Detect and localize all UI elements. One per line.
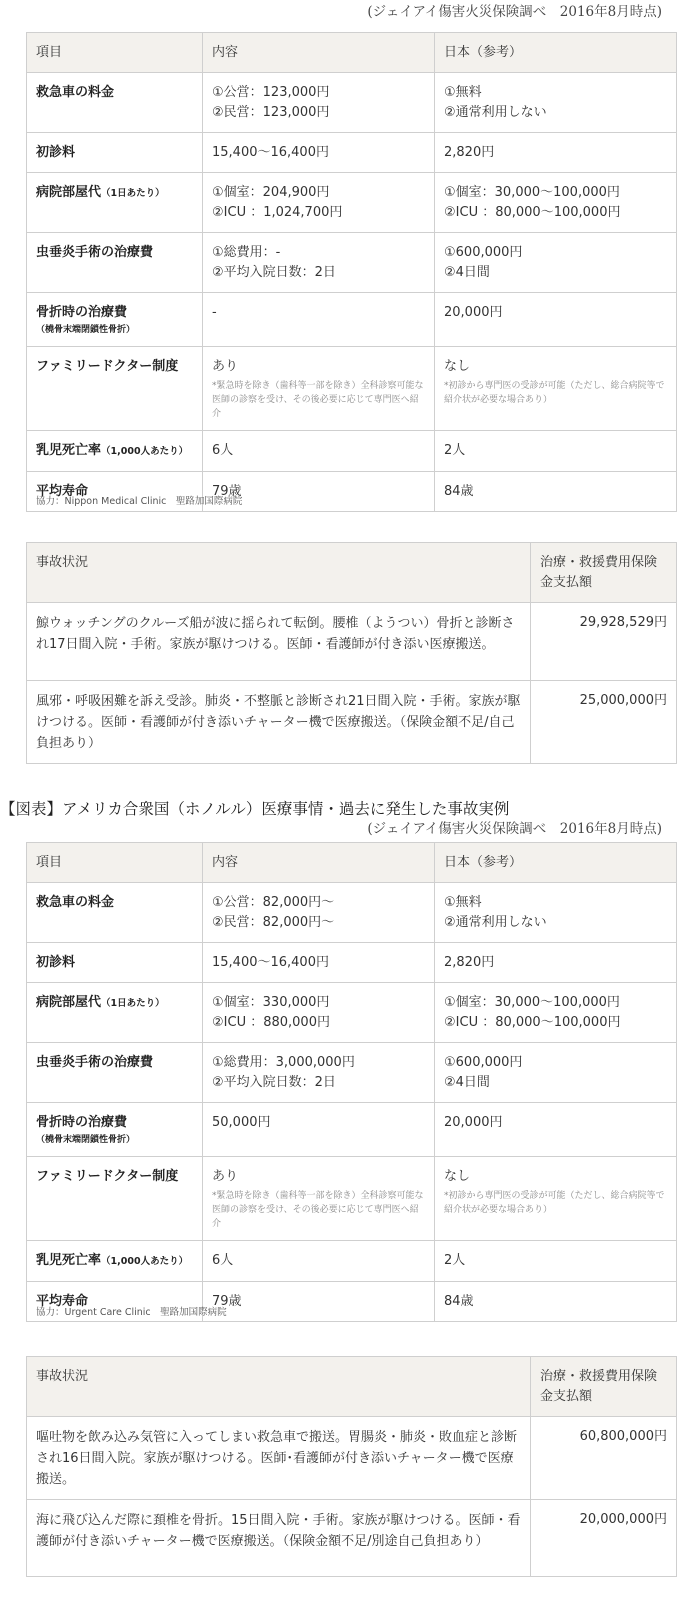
table-row — [27, 943, 677, 983]
row-japan-value: 2人 — [435, 431, 677, 472]
medical-comparison-table — [26, 32, 677, 512]
source-note: (ジェイアイ傷害火災保険調べ 2016年8月時点) — [367, 4, 662, 20]
row-japan-value: 84歳 — [435, 472, 677, 512]
table-row — [27, 233, 677, 293]
row-japan-value: 84歳 — [435, 1282, 677, 1322]
footnote: *緊急時を除き（歯科等一部を除き）全科診察可能な医師の診察を受け、その後必要に応じて専門医へ紹介 — [212, 381, 424, 419]
row-japan-value: なし *初診から専門医の受診が可能（ただし、総合病院等で紹介状が必要な場合あり） — [435, 1157, 677, 1241]
footnote: *初診から専門医の受診が可能（ただし、総合病院等で紹介状が必要な場合あり） — [444, 1191, 665, 1215]
row-local-value: 79歳 — [203, 1282, 435, 1322]
row-japan-value: 2人 — [435, 1241, 677, 1282]
page-title: 【図表】アメリカ合衆国（ホノルル）医療事情・過去に発生した事故実例 — [0, 800, 510, 818]
row-label: 骨折時の治療費 （橈骨末端閉鎖性骨折） — [27, 293, 203, 347]
row-local-value: 6人 — [203, 431, 435, 472]
table-row — [27, 173, 677, 233]
row-japan-value: ①個室：30,000〜100,000円 ②ICU ：80,000〜100,000円 — [435, 983, 677, 1043]
table-row — [27, 681, 677, 764]
row-local-value: あり *緊急時を除き（歯科等一部を除き）全科診察可能な医師の診察を受け、その後必要に応じて専門医へ紹介 — [203, 1157, 435, 1241]
table-row — [27, 431, 677, 472]
row-local-value: ①総費用：- ②平均入院日数：2日 — [203, 233, 435, 293]
header-japan: 日本（参考） — [435, 33, 677, 73]
row-label: 病院部屋代（1日あたり） — [27, 173, 203, 233]
table-row — [27, 1241, 677, 1282]
accident-table — [26, 542, 677, 764]
table-row — [27, 883, 677, 943]
row-label: ファミリードクター制度 — [27, 1157, 203, 1241]
row-label: 病院部屋代（1日あたり） — [27, 983, 203, 1043]
cooperation-note: 協力：Urgent Care Clinic 聖路加国際病院 — [36, 1307, 227, 1318]
table-header-row — [27, 33, 677, 73]
accident-amount: 60,800,000円 — [531, 1417, 677, 1500]
row-label: 平均寿命 — [27, 472, 203, 512]
medical-comparison-table — [26, 842, 677, 1322]
header-content: 内容 — [203, 843, 435, 883]
row-japan-value: 2,820円 — [435, 133, 677, 173]
row-local-value: 50,000円 — [203, 1103, 435, 1157]
accident-description: 風邪・呼吸困難を訴え受診。肺炎・不整脈と診断され21日間入院・手術。家族が駆けつける。医師・看護師が付き添いチャーター機で医療搬送。（保険金額不足/自己負担あり） — [27, 681, 531, 764]
accident-description: 海に飛び込んだ際に頚椎を骨折。15日間入院・手術。家族が駆けつける。医師・看護師が付き添いチャーター機で医療搬送。（保険金額不足/別途自己負担あり） — [27, 1500, 531, 1577]
table-row — [27, 1157, 677, 1241]
row-label: 救急車の料金 — [27, 883, 203, 943]
table-header-row — [27, 543, 677, 603]
accident-description: 鯨ウォッチングのクルーズ船が波に揺られて転倒。腰椎（ようつい）骨折と診断され17日間入院・手術。家族が駆けつける。医師・看護師が付き添い医療搬送。 — [27, 603, 531, 681]
row-label: 救急車の料金 — [27, 73, 203, 133]
row-label: ファミリードクター制度 — [27, 347, 203, 431]
accident-amount: 29,928,529円 — [531, 603, 677, 681]
table-row — [27, 133, 677, 173]
footnote: *初診から専門医の受診が可能（ただし、総合病院等で紹介状が必要な場合あり） — [444, 381, 665, 405]
table-row — [27, 73, 677, 133]
row-local-value: ①公営：82,000円〜 ②民営：82,000円〜 — [203, 883, 435, 943]
row-japan-value: ①無料 ②通常利用しない — [435, 883, 677, 943]
row-label: 乳児死亡率（1,000人あたり） — [27, 1241, 203, 1282]
header-accident: 事故状況 — [27, 1357, 531, 1417]
row-japan-value: 2,820円 — [435, 943, 677, 983]
row-local-value: 6人 — [203, 1241, 435, 1282]
cooperation-note: 協力：Nippon Medical Clinic 聖路加国際病院 — [36, 496, 243, 507]
header-content: 内容 — [203, 33, 435, 73]
row-local-value: あり *緊急時を除き（歯科等一部を除き）全科診察可能な医師の診察を受け、その後必要に応じて専門医へ紹介 — [203, 347, 435, 431]
row-local-value: ①個室：330,000円 ②ICU ：880,000円 — [203, 983, 435, 1043]
row-japan-value: なし *初診から専門医の受診が可能（ただし、総合病院等で紹介状が必要な場合あり） — [435, 347, 677, 431]
row-label: 虫垂炎手術の治療費 — [27, 1043, 203, 1103]
row-local-value: 15,400〜16,400円 — [203, 943, 435, 983]
row-japan-value: 20,000円 — [435, 1103, 677, 1157]
row-japan-value: ①無料 ②通常利用しない — [435, 73, 677, 133]
row-label: 初診料 — [27, 133, 203, 173]
row-label: 骨折時の治療費 （橈骨末端閉鎖性骨折） — [27, 1103, 203, 1157]
table-row — [27, 1500, 677, 1577]
row-local-value: ①個室：204,900円 ②ICU ：1,024,700円 — [203, 173, 435, 233]
table-row — [27, 983, 677, 1043]
header-amount: 治療・救援費用保険金支払額 — [531, 543, 677, 603]
table-row — [27, 1103, 677, 1157]
table-row — [27, 603, 677, 681]
row-local-value: ①総費用：3,000,000円 ②平均入院日数：2日 — [203, 1043, 435, 1103]
accident-table — [26, 1356, 677, 1577]
row-label: 乳児死亡率（1,000人あたり） — [27, 431, 203, 472]
table-row — [27, 293, 677, 347]
row-label: 平均寿命 — [27, 1282, 203, 1322]
row-local-value: ①公営：123,000円 ②民営：123,000円 — [203, 73, 435, 133]
table-row — [27, 1417, 677, 1500]
accident-description: 嘔吐物を飲み込み気管に入ってしまい救急車で搬送。胃腸炎・肺炎・敗血症と診断され16日間入院。家族が駆けつける。医師･看護師が付き添いチャーター機で医療搬送。 — [27, 1417, 531, 1500]
row-label: 初診料 — [27, 943, 203, 983]
row-japan-value: 20,000円 — [435, 293, 677, 347]
header-item: 項目 — [27, 843, 203, 883]
header-amount: 治療・救援費用保険金支払額 — [531, 1357, 677, 1417]
table-header-row — [27, 843, 677, 883]
header-japan: 日本（参考） — [435, 843, 677, 883]
source-note: (ジェイアイ傷害火災保険調べ 2016年8月時点) — [367, 821, 662, 837]
accident-amount: 20,000,000円 — [531, 1500, 677, 1577]
row-local-value: 79歳 — [203, 472, 435, 512]
header-accident: 事故状況 — [27, 543, 531, 603]
table-header-row — [27, 1357, 677, 1417]
row-japan-value: ①個室：30,000〜100,000円 ②ICU ：80,000〜100,000円 — [435, 173, 677, 233]
row-label: 虫垂炎手術の治療費 — [27, 233, 203, 293]
row-local-value: 15,400〜16,400円 — [203, 133, 435, 173]
table-row — [27, 1043, 677, 1103]
table-row — [27, 347, 677, 431]
row-local-value: - — [203, 293, 435, 347]
row-japan-value: ①600,000円 ②4日間 — [435, 1043, 677, 1103]
header-item: 項目 — [27, 33, 203, 73]
footnote: *緊急時を除き（歯科等一部を除き）全科診察可能な医師の診察を受け、その後必要に応じて専門医へ紹介 — [212, 1191, 424, 1229]
row-japan-value: ①600,000円 ②4日間 — [435, 233, 677, 293]
accident-amount: 25,000,000円 — [531, 681, 677, 764]
